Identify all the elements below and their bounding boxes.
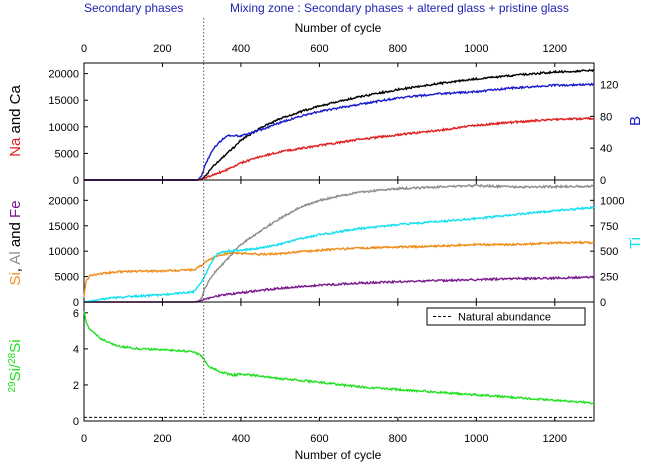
top-x-tick-label: 800	[388, 43, 408, 55]
series-line-b	[84, 84, 594, 180]
bottom-x-tick-label: 200	[153, 433, 172, 445]
bottom-x-tick-label: 600	[310, 433, 329, 445]
bottom-x-tick-label: 0	[80, 433, 88, 445]
middle-right-y-axis-label: Ti	[627, 237, 644, 249]
zone-label-secondary-phases: Secondary phases	[84, 1, 184, 15]
legend-label: Natural abundance	[458, 311, 551, 324]
series-line-fe	[84, 276, 594, 302]
y-tick-label: 15000	[48, 95, 79, 108]
bottom-x-tick-label: 800	[388, 433, 408, 445]
top-x-tick-label: 200	[153, 43, 172, 55]
top-x-axis-label: Number of cycle	[294, 21, 382, 35]
y-tick-label: 0	[72, 297, 79, 309]
top-right-y-axis-label: B	[627, 115, 644, 127]
y2-tick-label: 500	[600, 246, 619, 259]
zone-label-mixing-zone: Mixing zone : Secondary phases + altered glass + pristine glass	[230, 1, 569, 15]
y-tick-label: 20000	[48, 195, 79, 208]
series-line-si	[84, 242, 594, 298]
y-label-part: Na	[7, 137, 24, 157]
bottom-y-axis-label	[7, 339, 25, 392]
series-line-na	[84, 118, 594, 180]
bottom-x-tick-label: 400	[231, 433, 251, 445]
y-tick-label: 0	[72, 416, 79, 428]
y2-tick-label: 1000	[600, 195, 625, 208]
y-tick-label: 6	[72, 307, 79, 320]
y-tick-label: 20000	[48, 68, 79, 81]
y-label-part: Si/	[7, 363, 24, 382]
y-label-part: Ca	[7, 85, 24, 105]
legend	[427, 308, 585, 325]
y2-tick-label: 250	[600, 271, 619, 284]
y-label-part: and	[7, 104, 24, 138]
bottom-x-tick-label: 1000	[464, 433, 489, 445]
top-x-tick-label: 400	[231, 43, 251, 55]
y2-tick-label: 0	[600, 175, 607, 187]
y-tick-label: 4	[72, 343, 79, 356]
middle-y-axis-label	[7, 200, 24, 285]
top-x-tick-label: 1200	[542, 43, 568, 55]
y-label-part: and	[7, 217, 24, 252]
top-y-axis-label	[7, 84, 24, 156]
y-tick-label: 0	[72, 175, 79, 187]
bottom-x-tick-label: 1200	[542, 433, 568, 445]
y-label-part: Si	[7, 339, 24, 353]
bottom-x-axis-label: Number of cycle	[294, 448, 382, 462]
y-tick-label: 5000	[54, 148, 79, 161]
y-label-part: Fe	[7, 200, 24, 218]
panel-top-na-ca-b	[48, 63, 618, 187]
top-x-tick-labels	[81, 43, 567, 55]
y2-tick-label: 0	[600, 297, 607, 309]
y-label-part: ,	[7, 264, 24, 273]
y2-tick-label: 40	[600, 143, 613, 156]
y-label-part: Al	[7, 251, 24, 265]
y-label-part: 28	[6, 352, 18, 364]
top-x-tick-label: 1000	[464, 43, 489, 55]
top-x-tick-label: 600	[310, 43, 329, 55]
y-tick-label: 15000	[48, 220, 79, 233]
y2-tick-label: 120	[600, 79, 619, 92]
series-line-ca	[84, 70, 594, 180]
y-tick-label: 2	[72, 379, 79, 392]
y-label-part: Si	[7, 272, 24, 286]
series-line-ti	[84, 207, 594, 302]
y-tick-label: 10000	[48, 121, 79, 134]
y-tick-label: 5000	[54, 271, 79, 284]
panel-middle-si-al-fe-ti	[48, 180, 624, 309]
y2-tick-label: 80	[600, 111, 613, 124]
y-label-part: 29	[6, 381, 18, 393]
y-tick-label: 10000	[48, 246, 79, 259]
top-x-tick-label: 0	[80, 43, 88, 55]
y2-tick-label: 750	[600, 220, 619, 233]
